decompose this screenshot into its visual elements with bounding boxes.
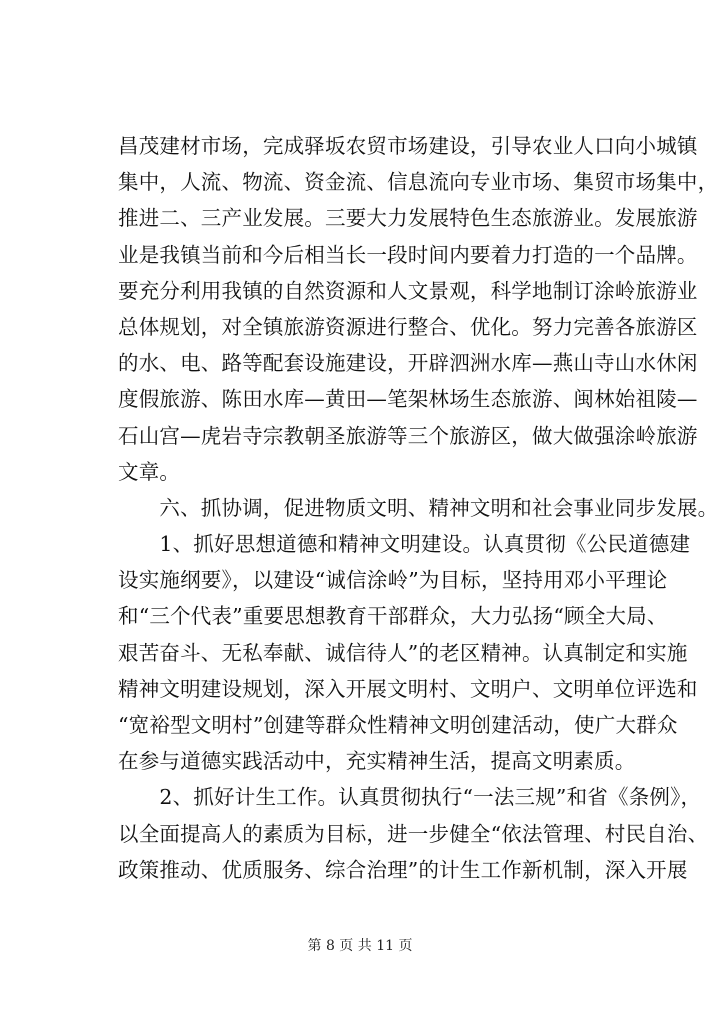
text-line: 集中，人流、物流、资金流、信息流向专业市场、集贸市场集中， [118, 170, 719, 195]
text-line: 和“三个代表”重要思想教育干部群众，大力弘扬“顾全大局、 [118, 604, 668, 629]
page-number: 第 8 页 共 11 页 [307, 938, 413, 954]
text-line: 总体规划，对全镇旅游资源进行整合、优化。努力完善各旅游区 [118, 314, 698, 339]
text-line: 石山宫—虎岩寺宗教朝圣旅游等三个旅游区，做大做强涂岭旅游 [118, 423, 698, 448]
text-line: “宽裕型文明村”创建等群众性精神文明创建活动，使广大群众 [118, 713, 678, 737]
text-line: 2、抓好计生工作。认真贯彻执行“一法三规”和省《条例》， [118, 785, 702, 810]
text-line: 政策推动、优质服务、综合治理”的计生工作新机制，深入开展 [118, 857, 688, 882]
body-text [118, 128, 719, 888]
text-line: 艰苦奋斗、无私奉献、诚信待人”的老区精神。认真制定和实施 [118, 640, 688, 665]
text-line: 推进二、三产业发展。三要大力发展特色生态旅游业。发展旅游 [118, 206, 698, 231]
text-line: 以全面提高人的素质为目标，进一步健全“依法管理、村民自治、 [118, 821, 709, 846]
text-line: 业是我镇当前和今后相当长一段时间内要着力打造的一个品牌。 [118, 242, 698, 267]
section-heading: 六、抓协调，促进物质文明、精神文明和社会事业同步发展。 [118, 495, 719, 520]
text-line: 的水、电、路等配套设施建设，开辟泗洲水库—燕山寺山水休闲 [118, 351, 698, 376]
text-line: 精神文明建设规划，深入开展文明村、文明户、文明单位评选和 [118, 676, 698, 701]
text-line: 文章。 [118, 459, 181, 484]
text-line: 度假旅游、陈田水库—黄田—笔架林场生态旅游、闽林始祖陵— [118, 387, 698, 412]
text-line: 设实施纲要》，以建设“诚信涂岭”为目标，坚持用邓小平理论 [118, 568, 668, 593]
text-line: 在参与道德实践活动中，充实精神生活，提高文明素质。 [118, 749, 636, 774]
text-line: 1、抓好思想道德和精神文明建设。认真贯彻《公民道德建 [118, 532, 691, 557]
text-line: 要充分利用我镇的自然资源和人文景观，科学地制订涂岭旅游业 [118, 278, 698, 303]
text-line: 昌茂建材市场，完成驿坂农贸市场建设，引导农业人口向小城镇 [118, 134, 698, 158]
